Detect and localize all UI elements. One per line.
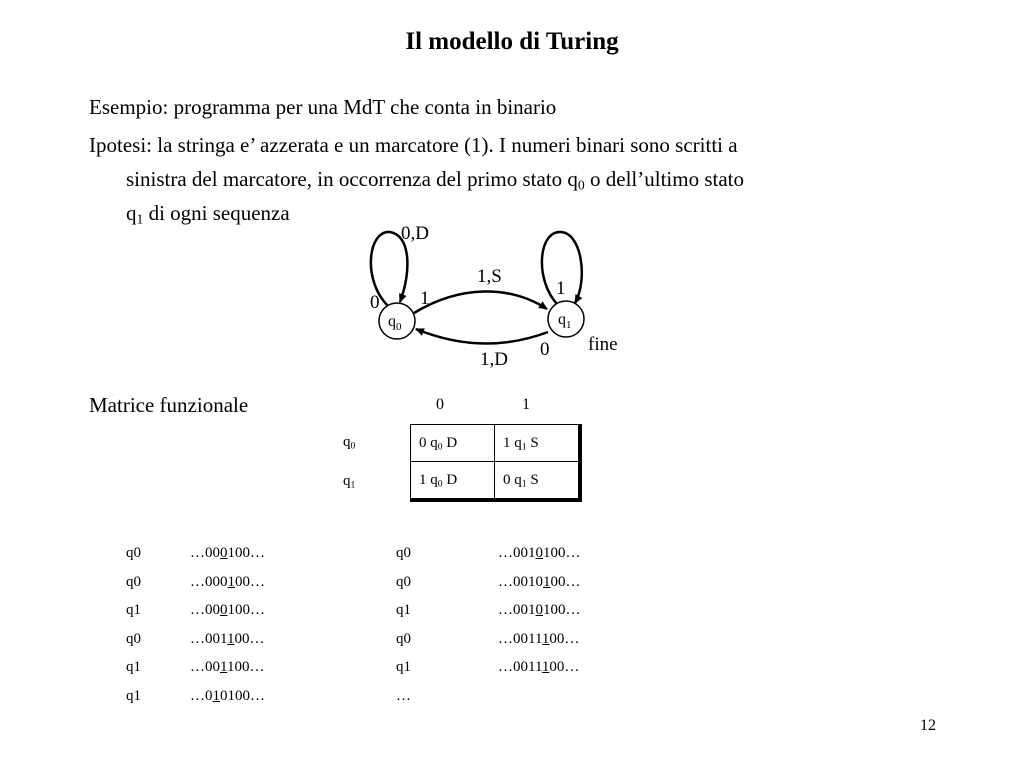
slide-title: Il modello di Turing bbox=[405, 28, 619, 55]
input-q0-one: 1 bbox=[420, 288, 430, 309]
input-q0-zero: 0 bbox=[370, 292, 380, 313]
trace-tape: …001100… bbox=[190, 659, 265, 675]
matrix-row-q0 bbox=[411, 425, 579, 462]
trace-tape: …000100… bbox=[190, 545, 265, 561]
fine-label: fine bbox=[588, 334, 618, 355]
trace-state: q1 bbox=[126, 659, 141, 675]
hypothesis-line-2: sinistra del marcatore, in occorrenza del primo stato $q_0$ o dell’ultimo stato bbox=[126, 167, 744, 193]
matrix-cell: 1 $q_1$ S bbox=[495, 425, 579, 462]
trace-tape: …010100… bbox=[190, 687, 265, 704]
matrix-row-label-q0: $q_0$ bbox=[343, 434, 356, 452]
matrix-col-header-1: 1 bbox=[522, 396, 530, 413]
example-line: Esempio: programma per una MdT che conta in binario bbox=[89, 95, 557, 119]
trace-tape: …0010100… bbox=[498, 545, 581, 561]
loop-q0-label: 0,D bbox=[401, 223, 429, 244]
state-q1-label: $q_1$ bbox=[558, 311, 572, 331]
trace-state: q1 bbox=[126, 687, 141, 704]
functional-matrix bbox=[410, 424, 579, 499]
arc-top-label: 1,S bbox=[477, 266, 502, 287]
matrix-caption: Matrice funzionale bbox=[89, 393, 249, 417]
input-q1-one: 1 bbox=[556, 278, 566, 299]
matrix-col-header-0: 0 bbox=[436, 396, 444, 413]
trace-state: q0 bbox=[396, 630, 411, 647]
trace-state: … bbox=[396, 687, 411, 704]
matrix-cell: 0 $q_0$ D bbox=[411, 425, 495, 462]
matrix-row-q1 bbox=[411, 462, 579, 499]
matrix-cell: 0 $q_1$ S bbox=[495, 462, 579, 499]
trace-tape: …0011100… bbox=[498, 630, 580, 647]
page-number: 12 bbox=[920, 717, 936, 734]
state-q0-label: $q_0$ bbox=[388, 313, 402, 333]
hypothesis-line-1: Ipotesi: la stringa e’ azzerata e un marcatore (1). I numeri binari sono scritti a bbox=[89, 133, 738, 157]
arc-q1-to-q0 bbox=[416, 329, 548, 343]
trace-state: q1 bbox=[396, 602, 411, 618]
matrix-row-label-q1: $q_1$ bbox=[343, 473, 356, 491]
state-diagram bbox=[330, 210, 650, 390]
hypothesis-line-3: $q_1$ di ogni sequenza bbox=[126, 201, 290, 227]
trace-state: q1 bbox=[126, 602, 141, 618]
trace-tape: …0011100… bbox=[498, 659, 580, 675]
trace-state: q0 bbox=[396, 545, 411, 561]
trace-tape: …000100… bbox=[190, 573, 265, 590]
trace-state: q0 bbox=[126, 573, 141, 590]
trace-tape: …000100… bbox=[190, 602, 265, 618]
trace-tape: …0010100… bbox=[498, 573, 581, 590]
trace-tape: …0010100… bbox=[498, 602, 581, 618]
trace-state: q1 bbox=[396, 659, 411, 675]
arc-bottom-label: 1,D bbox=[480, 349, 508, 370]
trace-state: q0 bbox=[126, 545, 141, 561]
trace-state: q0 bbox=[126, 630, 141, 647]
arc-q0-to-q1 bbox=[414, 291, 547, 313]
matrix-cell: 1 $q_0$ D bbox=[411, 462, 495, 499]
trace-state: q0 bbox=[396, 573, 411, 590]
trace-tape: …001100… bbox=[190, 630, 265, 647]
input-q1-zero: 0 bbox=[540, 339, 550, 360]
